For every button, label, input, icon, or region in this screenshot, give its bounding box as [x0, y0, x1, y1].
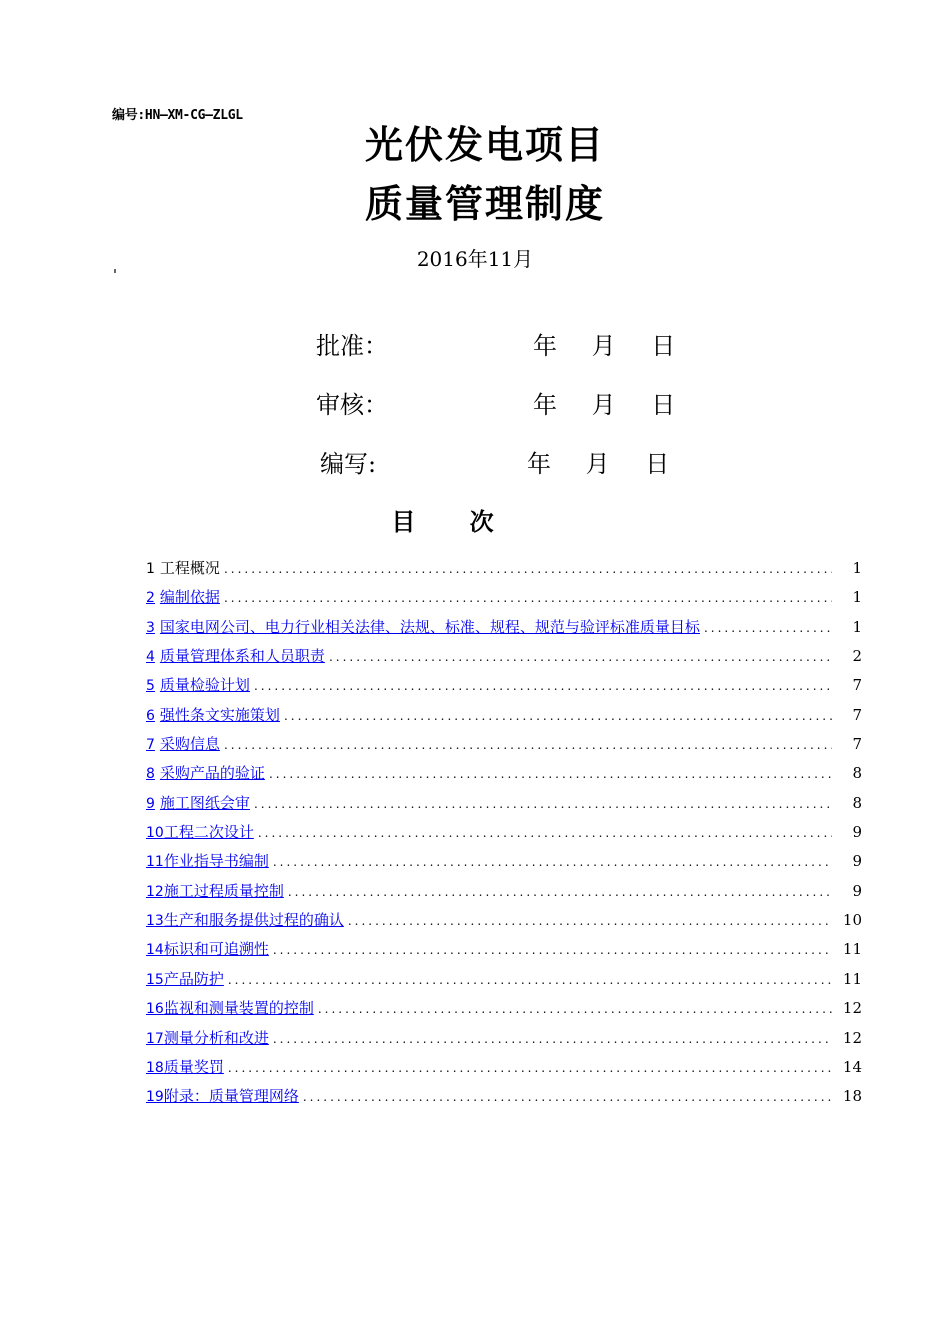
toc-item-link[interactable] [146, 851, 862, 880]
signature-label: 编写: [320, 450, 377, 478]
signature-date [533, 326, 675, 361]
toc-item-number[interactable]: 8 [146, 766, 155, 783]
toc-item-title[interactable]: 工程二次设计 [163, 823, 254, 842]
toc-item-number[interactable]: 2 [146, 590, 155, 607]
toc-item [146, 558, 862, 587]
toc-item-title[interactable]: 监视和测量装置的控制 [163, 999, 314, 1018]
toc-item-title[interactable]: 质量奖罚 [163, 1057, 224, 1076]
toc-item-number[interactable]: 5 [146, 678, 155, 695]
signature-label: 审核： [316, 391, 388, 419]
day-label: 日 [651, 332, 676, 360]
toc-item-page: 8 [852, 764, 862, 783]
toc-item-number[interactable]: 3 [146, 619, 155, 636]
toc-heading [0, 502, 885, 537]
toc-item-number[interactable]: 12 [146, 883, 164, 900]
toc-item-page: 2 [852, 647, 862, 666]
toc-item-page: 10 [842, 911, 862, 930]
toc-leader-dots [704, 618, 832, 638]
toc-item-link[interactable] [146, 675, 862, 704]
toc-leader-dots [258, 823, 832, 843]
toc-leader-dots [288, 882, 832, 902]
toc-item-page: 12 [842, 1028, 862, 1047]
toc-item-link[interactable] [146, 910, 862, 939]
toc-item-number[interactable]: 10 [146, 825, 164, 842]
month-label: 月 [585, 450, 610, 478]
toc-item-link[interactable] [146, 705, 862, 734]
toc-leader-dots [224, 735, 832, 755]
toc-item-title[interactable]: 国家电网公司、电力行业相关法律、法规、标准、规程、规范与验评标准质量目标 [159, 617, 700, 636]
toc-item-number[interactable]: 19 [146, 1089, 164, 1106]
document-date: 2016年11月 [416, 247, 534, 271]
toc-item-title[interactable]: 标识和可追溯性 [163, 940, 269, 959]
toc-item-link[interactable] [146, 1057, 862, 1086]
toc-item-number[interactable]: 4 [146, 649, 155, 666]
toc-item-title[interactable]: 生产和服务提供过程的确认 [163, 911, 344, 930]
toc-item-link[interactable] [146, 646, 862, 675]
toc-item-number[interactable]: 16 [146, 1001, 164, 1018]
month-label: 月 [591, 391, 616, 419]
toc-heading-left: 目 [391, 508, 416, 536]
toc-item-number[interactable]: 18 [146, 1059, 164, 1076]
toc-leader-dots [284, 706, 832, 726]
year-label: 年 [533, 332, 557, 360]
year-label: 年 [527, 450, 551, 478]
toc-item-page: 7 [852, 705, 862, 724]
toc-item-link[interactable] [146, 1028, 862, 1057]
month-label: 月 [591, 332, 616, 360]
toc-item-number[interactable]: 9 [146, 795, 155, 812]
toc-item-number: 1 [146, 561, 155, 577]
toc-leader-dots [329, 647, 832, 667]
toc-item-number[interactable]: 6 [146, 707, 155, 724]
toc-leader-dots [348, 911, 832, 931]
toc-item-page: 9 [852, 852, 862, 871]
toc-item-page: 11 [842, 940, 862, 959]
toc-leader-dots [254, 794, 832, 814]
toc-leader-dots [224, 559, 832, 579]
toc-item-link[interactable] [146, 881, 862, 910]
toc-item-page: 12 [842, 999, 862, 1018]
signature-date [533, 385, 675, 420]
toc-leader-dots [254, 676, 832, 696]
toc-item-title[interactable]: 测量分析和改进 [163, 1028, 269, 1047]
toc-item-link[interactable] [146, 822, 862, 851]
toc-item-page: 9 [852, 881, 862, 900]
toc-item-page: 1 [852, 617, 862, 636]
toc-leader-dots [228, 970, 832, 990]
title-line-2: 质量管理制度 [364, 182, 605, 226]
toc-item-link[interactable] [146, 998, 862, 1027]
toc-item-page: 11 [842, 969, 862, 988]
title-line-1: 光伏发电项目 [364, 123, 605, 167]
toc-item-page: 8 [852, 793, 862, 812]
toc-item-title[interactable]: 采购产品的验证 [159, 764, 265, 783]
toc-item-link[interactable] [146, 793, 862, 822]
toc-item-number[interactable]: 11 [146, 854, 164, 871]
document-code: 编号:HN—XM-CG—ZLGL [112, 108, 243, 123]
toc-item-title: 工程概况 [159, 559, 220, 577]
toc-item-number[interactable]: 17 [146, 1030, 164, 1047]
toc-item-page: 1 [852, 559, 862, 577]
toc-item-link[interactable] [146, 939, 862, 968]
toc-heading-right: 次 [469, 508, 494, 536]
toc-leader-dots [273, 1029, 832, 1049]
toc-item-page: 7 [852, 735, 862, 754]
toc-item-title[interactable]: 采购信息 [159, 735, 220, 754]
toc-item-title[interactable]: 产品防护 [163, 969, 224, 988]
toc-item-title[interactable]: 施工过程质量控制 [163, 881, 284, 900]
toc-item-title[interactable]: 附录：质量管理网络 [163, 1087, 299, 1106]
toc-item-link[interactable] [146, 734, 862, 763]
toc-item-link[interactable] [146, 969, 862, 998]
toc-item-page: 18 [842, 1087, 862, 1106]
toc-item-link[interactable] [146, 763, 862, 792]
toc-item-number[interactable]: 13 [146, 913, 164, 930]
toc-item-page: 1 [852, 588, 862, 607]
toc-item-link[interactable] [146, 617, 862, 646]
toc-item-title[interactable]: 质量检验计划 [159, 676, 250, 695]
toc-item-page: 9 [852, 823, 862, 842]
toc-leader-dots [224, 588, 832, 608]
toc-item-link[interactable] [146, 587, 862, 616]
toc-leader-dots [273, 940, 832, 960]
toc-item-link[interactable] [146, 1086, 862, 1115]
toc-item-number[interactable]: 15 [146, 971, 164, 988]
toc-leader-dots [273, 852, 832, 872]
signature-date [527, 444, 669, 479]
day-label: 日 [651, 391, 676, 419]
toc-leader-dots [228, 1058, 832, 1078]
toc-item-number[interactable]: 14 [146, 942, 164, 959]
year-label: 年 [533, 391, 557, 419]
toc-item-title[interactable]: 强性条文实施策划 [159, 705, 280, 724]
toc-leader-dots [269, 764, 832, 784]
toc-item-title[interactable]: 作业指导书编制 [163, 852, 269, 871]
toc-item-title[interactable]: 质量管理体系和人员职责 [159, 647, 325, 666]
table-of-contents [146, 558, 862, 1116]
toc-item-title[interactable]: 编制依据 [159, 588, 220, 607]
signature-label: 批准： [316, 332, 388, 360]
day-label: 日 [645, 450, 670, 478]
toc-item-title[interactable]: 施工图纸会审 [159, 793, 250, 812]
toc-item-page: 7 [852, 676, 862, 695]
toc-item-number[interactable]: 7 [146, 737, 155, 754]
toc-leader-dots [303, 1087, 832, 1107]
stray-mark [114, 269, 116, 273]
toc-leader-dots [318, 999, 832, 1019]
toc-item-page: 14 [842, 1057, 862, 1076]
